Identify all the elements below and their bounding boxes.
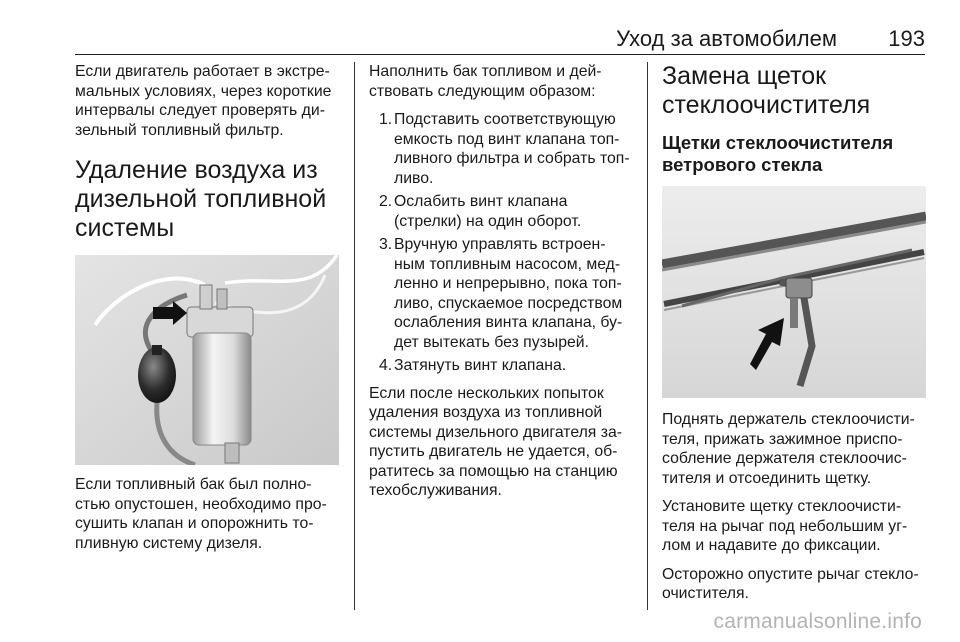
wiper-blade-photo	[662, 186, 926, 398]
column-3	[662, 62, 926, 613]
wiper-install-text: Установите щетку стеклоочисти-теля на рычаг под небольшим уг-лом и надавите до фиксации.	[662, 498, 908, 554]
procedure-step	[369, 192, 635, 231]
fuel-filter-photo	[75, 255, 339, 465]
section-heading-air-removal: Удаление воздуха из дизельной топливной системы	[75, 156, 327, 242]
column-2	[369, 62, 635, 510]
procedure-intro: Наполнить бак топливом и дей-ствовать следующим образом:	[369, 63, 602, 100]
page-number: 193	[888, 26, 925, 51]
column-divider	[354, 62, 355, 610]
step-text: Затянуть винт клапана.	[394, 357, 567, 374]
procedure-step	[369, 235, 635, 352]
step-number: 4.	[379, 357, 393, 374]
fuel-tank-empty-note: Если топливный бак был полно-стью опустошен, необходимо про-сушить клапан и опорожнить то-пливную систему дизеля.	[75, 476, 327, 552]
procedure-steps	[369, 110, 635, 376]
procedure-outro: Если после нескольких попыток удаления воздуха из топливной системы дизельного двигателя за-пустить двигатель не удается, об-ратитесь за помощью на станцию техобслуживания.	[369, 384, 623, 499]
step-text: Вручную управлять встроен-ным топливным насосом, мед-ленно и непрерывно, пока топ-ливо, спускаемое посредством ослабления винта клапана, бу-дет вытекать без пузырей.	[394, 236, 623, 351]
fuel-filter-intro: Если двигатель работает в экстре-мальных условиях, через короткие интервалы следует проверять ди-зельный топливный фильтр.	[75, 63, 332, 139]
procedure-step	[369, 110, 635, 188]
chapter-title: Уход за автомобилем	[616, 26, 837, 51]
step-number: 1.	[379, 111, 393, 128]
subsection-heading-windshield-wipers: Щетки стеклоочистителя ветрового стекла	[662, 132, 894, 175]
step-number: 2.	[379, 193, 393, 210]
step-text: Подставить соответствующую емкость под винт клапана топ-ливного фильтра и собрать топ-ливо.	[394, 111, 630, 187]
wiper-lower-text: Осторожно опустите рычаг стекло-очистителя.	[662, 565, 919, 602]
step-number: 3.	[379, 236, 393, 253]
watermark: carmanualsonline.info	[713, 610, 922, 633]
wiper-removal-text: Поднять держатель стеклоочисти-теля, прижать зажимное приспо-собление держателя стеклоочис-тителя и отсоединить щетку.	[662, 411, 915, 487]
procedure-step	[369, 356, 635, 376]
section-heading-wiper-replacement: Замена щеток стеклоочистителя	[662, 62, 871, 119]
column-divider	[647, 62, 648, 610]
page-header	[75, 24, 925, 55]
column-1	[75, 62, 339, 562]
step-text: Ослабить винт клапана (стрелки) на один оборот.	[394, 193, 582, 230]
